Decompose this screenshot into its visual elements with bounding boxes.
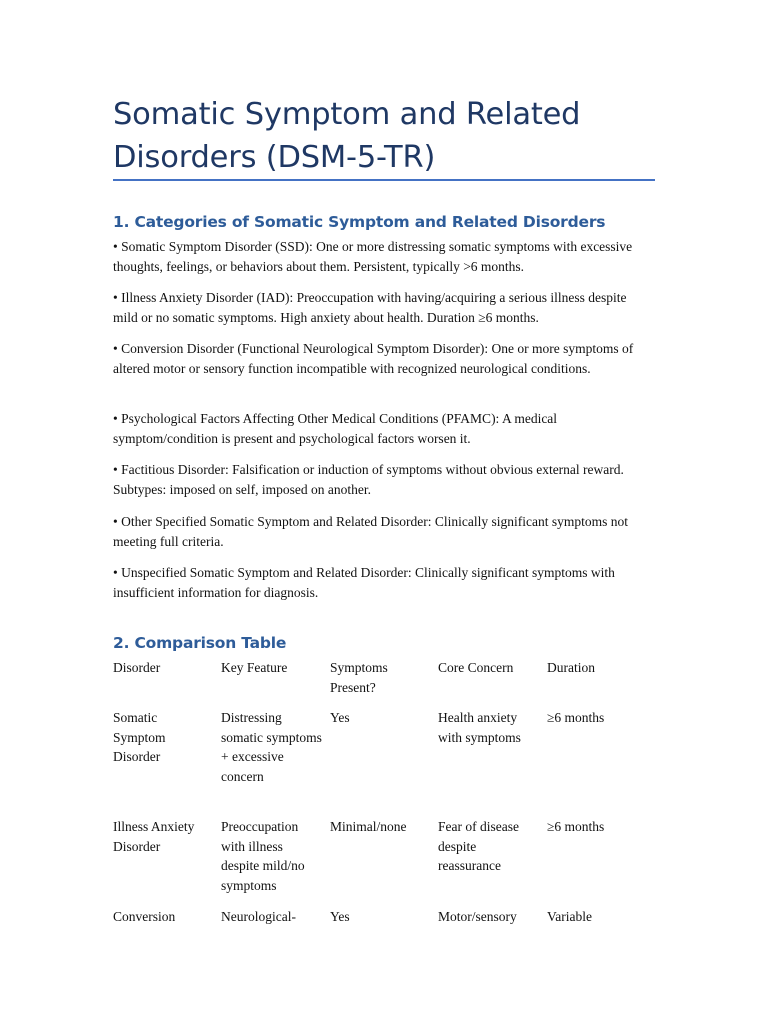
list-item: • Unspecified Somatic Symptom and Related Disorder: Clinically significant symptoms with insufficient information for diagnosis. — [113, 565, 615, 600]
column-header-duration: Duration — [547, 660, 595, 675]
table-cell-symptoms-present: Minimal/none — [330, 819, 407, 834]
table-cell-core-concern: Health anxiety with symptoms — [438, 710, 521, 745]
column-header-disorder: Disorder — [113, 660, 161, 675]
table-cell-disorder: Conversion — [113, 909, 176, 924]
table-cell-core-concern: Fear of disease despite reassurance — [438, 819, 519, 873]
list-item: • Somatic Symptom Disorder (SSD): One or more distressing somatic symptoms with excessive thoughts, feelings, or behaviors about them. Persistent, typically >6 months. — [113, 239, 633, 274]
section-heading-categories: 1. Categories of Somatic Symptom and Related Disorders — [113, 213, 606, 231]
table-cell-symptoms-present: Yes — [330, 909, 350, 924]
table-cell-key-feature: Neurological- — [221, 909, 296, 924]
column-header-core-concern: Core Concern — [438, 660, 514, 675]
list-item: • Illness Anxiety Disorder (IAD): Preoccupation with having/acquiring a serious illness despite mild or no somatic symptoms. High anxiety about health. Duration ≥6 months. — [113, 290, 627, 325]
section-heading-comparison-table: 2. Comparison Table — [113, 634, 287, 652]
list-item: • Conversion Disorder (Functional Neurological Symptom Disorder): One or more symptoms of altered motor or sensory function incompatible with recognized neurological conditions. — [113, 341, 634, 376]
table-cell-duration: Variable — [547, 909, 592, 924]
table-cell-duration: ≥6 months — [547, 710, 605, 725]
document-title: Somatic Symptom and Related Disorders (DSM-5-TR) — [113, 97, 581, 175]
list-item: • Factitious Disorder: Falsification or induction of symptoms without obvious external reward. Subtypes: imposed on self, imposed on another. — [113, 462, 624, 497]
column-header-key-feature: Key Feature — [221, 660, 288, 675]
table-cell-disorder: Somatic Symptom Disorder — [113, 710, 166, 764]
table-cell-symptoms-present: Yes — [330, 710, 350, 725]
list-item: • Psychological Factors Affecting Other Medical Conditions (PFAMC): A medical symptom/condition is present and psychological factors worsen it. — [113, 411, 558, 446]
list-item: • Other Specified Somatic Symptom and Related Disorder: Clinically significant symptoms not meeting full criteria. — [113, 514, 629, 549]
table-cell-key-feature: Preoccupation with illness despite mild/no symptoms — [221, 819, 305, 893]
table-cell-core-concern: Motor/sensory — [438, 909, 517, 924]
column-header-symptoms-present: Symptoms Present? — [330, 660, 388, 695]
table-cell-disorder: Illness Anxiety Disorder — [113, 819, 195, 854]
table-cell-key-feature: Distressing somatic symptoms + excessive concern — [221, 710, 322, 784]
title-underline — [113, 179, 655, 181]
table-cell-duration: ≥6 months — [547, 819, 605, 834]
